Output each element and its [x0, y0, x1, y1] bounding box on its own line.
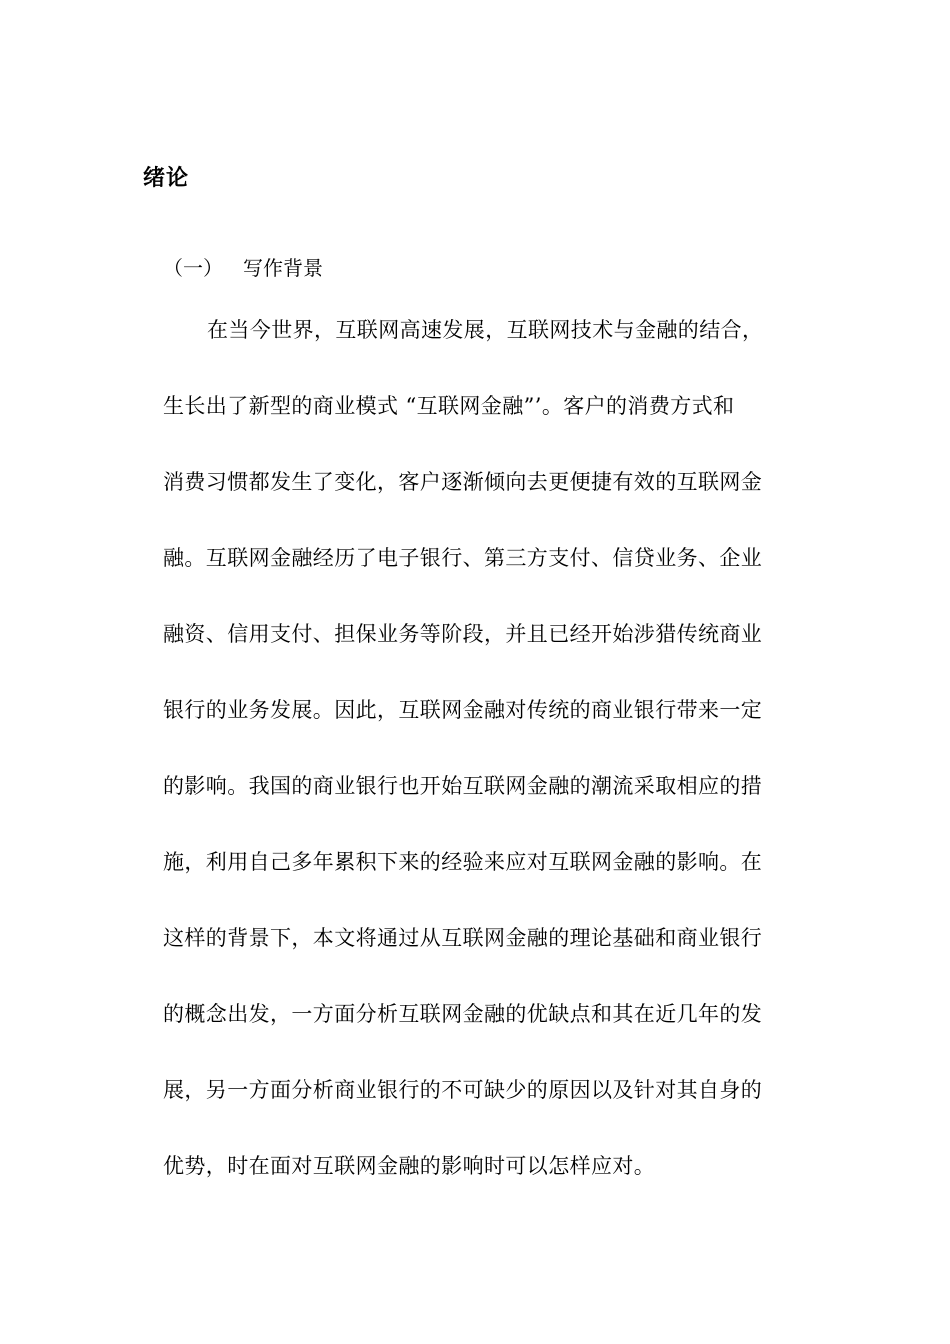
paragraph-line: 生长出了新型的商业模式 “互联网金融”’。客户的消费方式和: [163, 394, 735, 418]
paragraph-line: 的概念出发，一方面分析互联网金融的优缺点和其在近几年的发: [163, 1002, 763, 1026]
chapter-title: 绪论: [143, 166, 190, 191]
body-paragraph: [163, 310, 813, 1222]
paragraph-line: 这样的背景下，本文将通过从互联网金融的理论基础和商业银行: [163, 926, 763, 950]
paragraph-line: 优势，时在面对互联网金融的影响时可以怎样应对。: [163, 1154, 656, 1178]
paragraph-line: 展，另一方面分析商业银行的不可缺少的原因以及针对其自身的: [163, 1078, 763, 1102]
paragraph-line: 银行的业务发展。因此，互联网金融对传统的商业银行带来一定: [163, 698, 763, 722]
paragraph-line: 融。互联网金融经历了电子银行、第三方支付、信贷业务、企业: [163, 546, 763, 570]
paragraph-line: 消费习惯都发生了变化，客户逐渐倾向去更便捷有效的互联网金: [163, 470, 763, 494]
section-title: 写作背景: [243, 256, 323, 280]
paragraph-line: 的影响。我国的商业银行也开始互联网金融的潮流采取相应的措: [163, 774, 763, 798]
paragraph-line: 融资、信用支付、担保业务等阶段，并且已经开始涉猎传统商业: [163, 622, 763, 646]
section-heading: [163, 254, 323, 282]
paragraph-line: 在当今世界，互联网高速发展，互联网技术与金融的结合，: [207, 318, 764, 342]
section-number: （一）: [163, 256, 223, 280]
paragraph-line: 施，利用自己多年累积下来的经验来应对互联网金融的影响。在: [163, 850, 763, 874]
